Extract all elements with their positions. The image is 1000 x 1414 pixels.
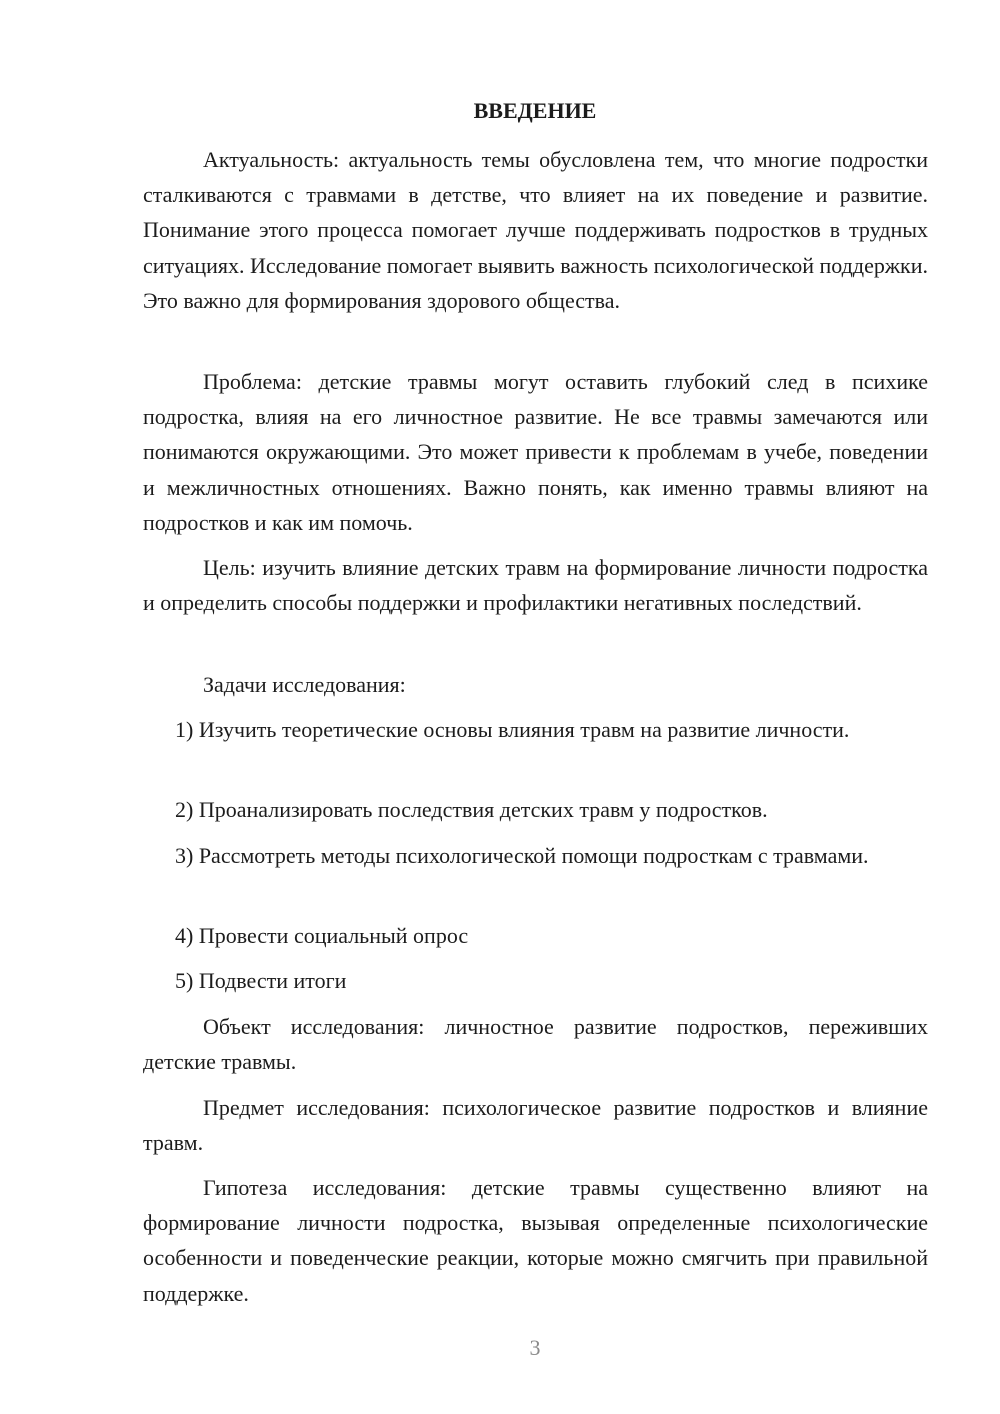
hypothesis-paragraph: Гипотеза исследования: детские травмы существенно влияют на формирование личности подростка, вызывая определенные психологические особенности и поведенческие реакции, которые можно смягчить при правильной поддержке. [143,1175,928,1306]
task-item-1: 1) Изучить теоретические основы влияния травм на развитие личности. [175,717,850,742]
task-item-4: 4) Провести социальный опрос [175,923,469,948]
task-item-2: 2) Проанализировать последствия детских травм у подростков. [175,797,768,822]
page-title: ВВЕДЕНИЕ [473,98,597,123]
page-number: 3 [529,1335,541,1360]
tasks-heading: Задачи исследования: [203,672,406,697]
goal-paragraph: Цель: изучить влияние детских травм на формирование личности подростка и определить способы поддержки и профилактики негативных последствий. [143,555,928,616]
problem-paragraph: Проблема: детские травмы могут оставить глубокий след в психике подростка, влияя на его личностное развитие. Не все травмы замечаются или понимаются окружающими. Это может привести к проблемам в учебе, поведении и межличностных отношениях. Важно понять, как именно травмы влияют на подростков и как им помочь. [143,369,928,535]
relevance-paragraph: Актуальность: актуальность темы обусловлена тем, что многие подростки сталкиваются с травмами в детстве, что влияет на их поведение и развитие. Понимание этого процесса помогает лучше поддерживать подростков в трудных ситуациях. Исследование помогает выявить важность психологической поддержки. Это важно для формирования здорового общества. [143,147,928,313]
task-item-3: 3) Рассмотреть методы психологической помощи подросткам с травмами. [175,843,869,868]
object-paragraph: Объект исследования: личностное развитие подростков, переживших детские травмы. [143,1014,928,1075]
subject-paragraph: Предмет исследования: психологическое развитие подростков и влияние травм. [143,1095,928,1156]
task-item-5: 5) Подвести итоги [175,968,347,993]
